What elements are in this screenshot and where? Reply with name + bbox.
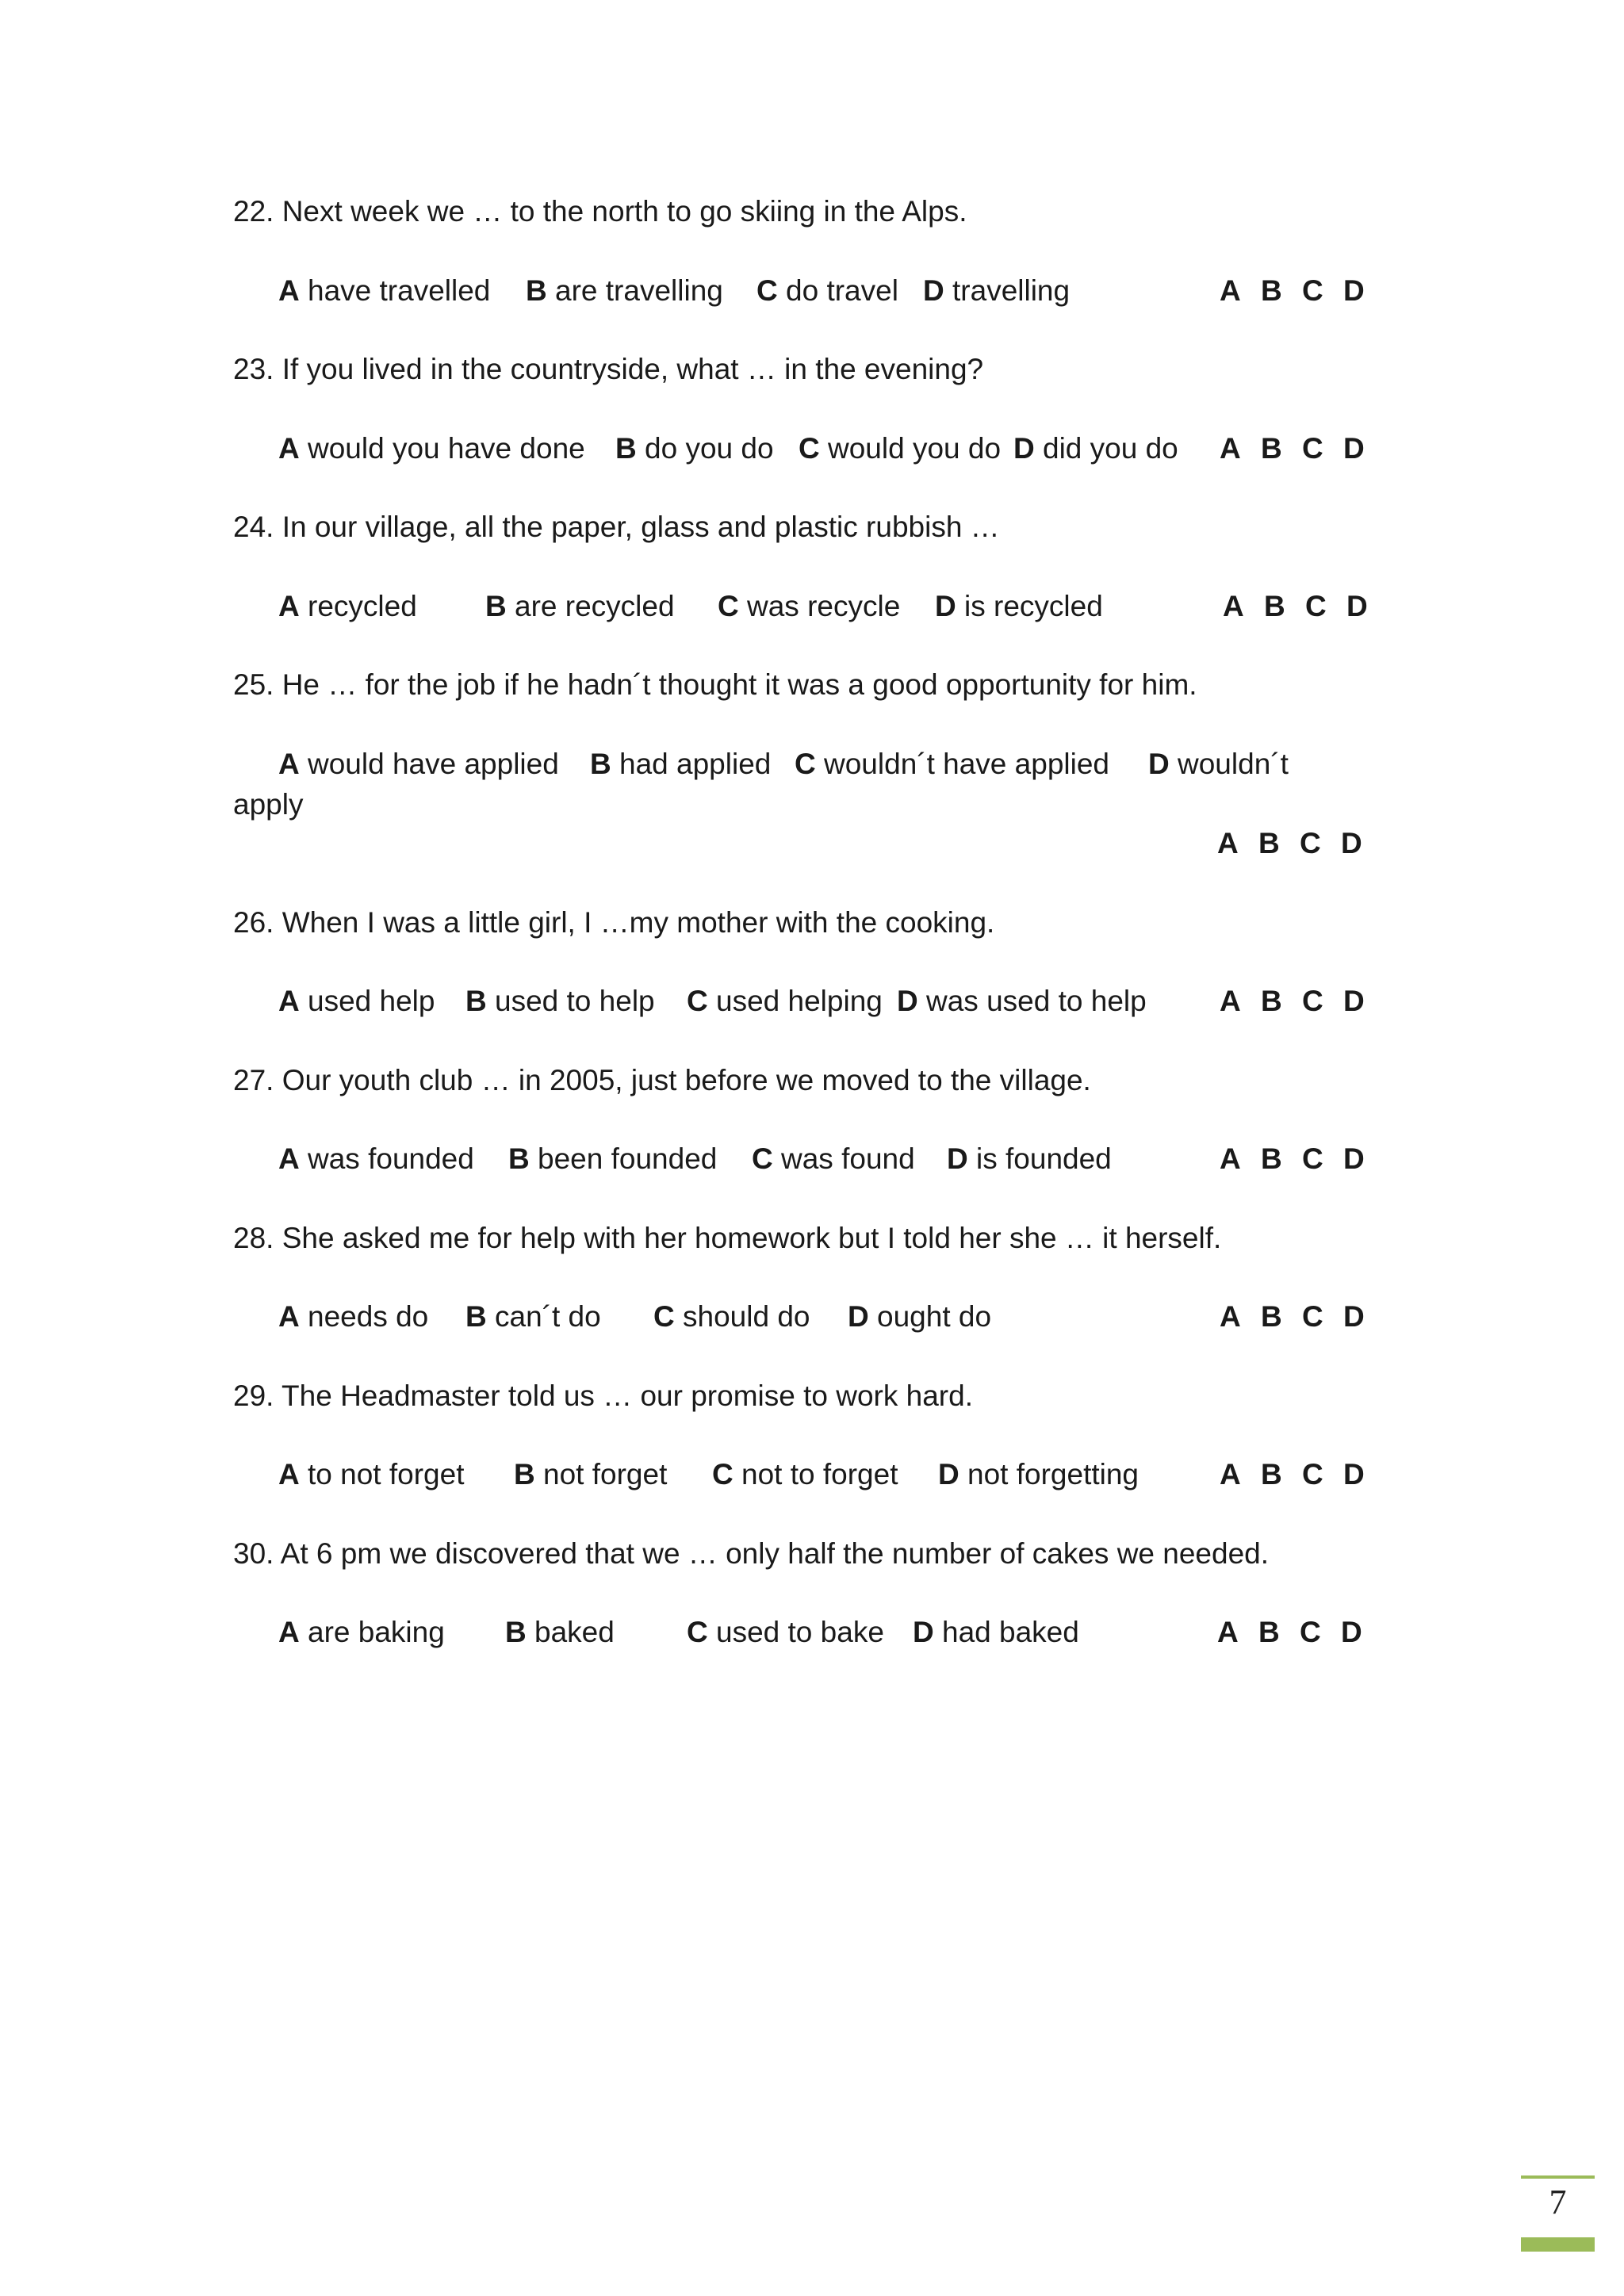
option-text: recycled xyxy=(299,590,417,622)
option-letter: B xyxy=(465,1300,487,1333)
answer-c[interactable]: C xyxy=(1302,985,1323,1017)
option-letter: A xyxy=(278,432,300,465)
option-letter: A xyxy=(278,1458,300,1490)
option-text: are recycled xyxy=(506,590,675,622)
option-letter: B xyxy=(485,590,507,622)
answer-b[interactable]: B xyxy=(1261,1458,1282,1490)
option-letter: B xyxy=(526,274,547,307)
option-letter: D xyxy=(913,1616,934,1648)
answer-c[interactable]: C xyxy=(1302,1142,1323,1175)
option-c[interactable] xyxy=(718,590,900,623)
option-b[interactable] xyxy=(590,748,771,781)
option-letter: D xyxy=(1148,748,1170,780)
option-letter: D xyxy=(947,1142,968,1175)
option-letter: A xyxy=(278,1616,300,1648)
option-letter: B xyxy=(465,985,487,1017)
option-c[interactable] xyxy=(687,985,883,1018)
answer-c[interactable]: C xyxy=(1302,432,1323,465)
option-a[interactable] xyxy=(278,1458,464,1491)
option-letter: D xyxy=(935,590,956,622)
option-text: do travel xyxy=(777,274,898,307)
answer-b[interactable]: B xyxy=(1261,1300,1282,1333)
option-text: would you do xyxy=(819,432,1002,465)
option-b[interactable] xyxy=(514,1458,667,1491)
option-text: did you do xyxy=(1034,432,1178,465)
question-26-answer-choices xyxy=(1220,985,1385,1018)
question-27-prompt: 27. Our youth club … in 2005, just before we moved to the village. xyxy=(233,1064,1091,1096)
option-b[interactable] xyxy=(508,1142,717,1176)
question-25-prompt: 25. He … for the job if he hadn´t thought it was a good opportunity for him. xyxy=(233,668,1197,701)
option-text: not to forget xyxy=(733,1458,898,1490)
option-d[interactable] xyxy=(935,590,1103,623)
option-text: was used to help xyxy=(917,985,1147,1017)
page-number: 7 xyxy=(1549,2183,1567,2221)
option-text: wouldn´t xyxy=(1169,748,1289,780)
answer-d[interactable]: D xyxy=(1343,432,1365,465)
question-30-answer-choices xyxy=(1217,1616,1382,1649)
option-text: been founded xyxy=(529,1142,718,1175)
option-b[interactable] xyxy=(526,274,723,308)
answer-a[interactable]: A xyxy=(1220,274,1241,307)
option-text: would you have done xyxy=(299,432,585,465)
option-text: travelling xyxy=(944,274,1071,307)
option-text: is recycled xyxy=(956,590,1103,622)
option-text: used help xyxy=(299,985,435,1017)
option-text: was recycle xyxy=(738,590,901,622)
option-a[interactable] xyxy=(278,1142,474,1176)
answer-b[interactable]: B xyxy=(1258,827,1280,859)
question-28-answer-choices xyxy=(1220,1300,1385,1334)
option-text: can´t do xyxy=(486,1300,601,1333)
question-25-option-continuation: apply xyxy=(233,788,304,821)
question-30-prompt: 30. At 6 pm we discovered that we … only half the number of cakes we needed. xyxy=(233,1537,1270,1570)
option-d[interactable] xyxy=(947,1142,1112,1176)
answer-c[interactable]: C xyxy=(1302,274,1323,307)
question-26-prompt: 26. When I was a little girl, I …my mother with the cooking. xyxy=(233,906,995,939)
option-d[interactable] xyxy=(923,274,1070,308)
option-text: to not forget xyxy=(299,1458,465,1490)
option-letter: A xyxy=(278,1142,300,1175)
option-d[interactable] xyxy=(938,1458,1139,1491)
option-text: wouldn´t have applied xyxy=(815,748,1109,780)
option-d[interactable] xyxy=(913,1616,1079,1649)
answer-a[interactable]: A xyxy=(1217,1616,1239,1648)
option-c[interactable] xyxy=(712,1458,898,1491)
answer-b[interactable]: B xyxy=(1261,1142,1282,1175)
option-letter: C xyxy=(687,1616,708,1648)
option-text: used to help xyxy=(486,985,655,1017)
answer-c[interactable]: C xyxy=(1300,827,1321,859)
option-letter: C xyxy=(718,590,739,622)
option-letter: C xyxy=(653,1300,675,1333)
option-text: do you do xyxy=(636,432,774,465)
option-c[interactable] xyxy=(799,432,1001,465)
option-letter: A xyxy=(278,274,300,307)
option-a[interactable] xyxy=(278,1616,445,1649)
option-c[interactable] xyxy=(795,748,1109,781)
option-b[interactable] xyxy=(485,590,675,623)
option-text: needs do xyxy=(299,1300,429,1333)
option-letter: D xyxy=(1013,432,1035,465)
question-25-answer-choices xyxy=(1217,827,1382,860)
answer-b[interactable]: B xyxy=(1261,985,1282,1017)
option-text: was found xyxy=(772,1142,915,1175)
answer-d[interactable]: D xyxy=(1346,590,1368,622)
option-letter: C xyxy=(687,985,708,1017)
option-d[interactable] xyxy=(1013,432,1178,465)
option-a[interactable] xyxy=(278,432,585,465)
answer-a[interactable]: A xyxy=(1220,1458,1241,1490)
page-number-top-rule xyxy=(1521,2175,1595,2179)
answer-d[interactable]: D xyxy=(1343,1300,1365,1333)
option-letter: B xyxy=(508,1142,530,1175)
option-letter: B xyxy=(514,1458,535,1490)
option-letter: A xyxy=(278,1300,300,1333)
answer-b[interactable]: B xyxy=(1261,274,1282,307)
answer-a[interactable]: A xyxy=(1220,985,1241,1017)
answer-a[interactable]: A xyxy=(1223,590,1244,622)
answer-a[interactable]: A xyxy=(1220,1142,1241,1175)
option-letter: D xyxy=(923,274,944,307)
answer-b[interactable]: B xyxy=(1264,590,1285,622)
question-23-prompt: 23. If you lived in the countryside, what … in the evening? xyxy=(233,353,984,385)
option-letter: A xyxy=(278,985,300,1017)
option-a[interactable] xyxy=(278,590,417,623)
question-22-prompt: 22. Next week we … to the north to go skiing in the Alps. xyxy=(233,195,967,228)
question-24-answer-choices xyxy=(1223,590,1388,623)
answer-b[interactable]: B xyxy=(1261,432,1282,465)
option-letter: D xyxy=(848,1300,869,1333)
option-text: not forgetting xyxy=(959,1458,1139,1490)
option-text: is founded xyxy=(967,1142,1112,1175)
option-a[interactable] xyxy=(278,1300,428,1334)
answer-d[interactable]: D xyxy=(1343,1458,1365,1490)
option-letter: C xyxy=(756,274,778,307)
answer-d[interactable]: D xyxy=(1341,1616,1362,1648)
option-c[interactable] xyxy=(756,274,898,308)
answer-d[interactable]: D xyxy=(1341,827,1362,859)
answer-a[interactable]: A xyxy=(1220,432,1241,465)
question-29-answer-choices xyxy=(1220,1458,1385,1491)
option-letter: D xyxy=(938,1458,959,1490)
option-a[interactable] xyxy=(278,985,435,1018)
option-text: are baking xyxy=(299,1616,445,1648)
question-23-answer-choices xyxy=(1220,432,1385,465)
option-b[interactable] xyxy=(465,985,655,1018)
option-a[interactable] xyxy=(278,274,490,308)
answer-d[interactable]: D xyxy=(1343,985,1365,1017)
page-number-bottom-bar xyxy=(1521,2237,1595,2252)
answer-d[interactable]: D xyxy=(1343,1142,1365,1175)
option-d[interactable] xyxy=(848,1300,991,1334)
option-letter: B xyxy=(505,1616,527,1648)
answer-d[interactable]: D xyxy=(1343,274,1365,307)
option-letter: C xyxy=(752,1142,773,1175)
option-c[interactable] xyxy=(752,1142,915,1176)
question-27-answer-choices xyxy=(1220,1142,1385,1176)
option-letter: A xyxy=(278,590,300,622)
option-text: had applied xyxy=(611,748,772,780)
option-text: had baked xyxy=(933,1616,1079,1648)
answer-c[interactable]: C xyxy=(1302,1458,1323,1490)
option-text: baked xyxy=(526,1616,615,1648)
answer-a[interactable]: A xyxy=(1217,827,1239,859)
option-c[interactable] xyxy=(687,1616,884,1649)
answer-c[interactable]: C xyxy=(1302,1300,1323,1333)
option-text: would have applied xyxy=(299,748,559,780)
option-letter: C xyxy=(795,748,816,780)
option-text: have travelled xyxy=(299,274,491,307)
answer-c[interactable]: C xyxy=(1305,590,1327,622)
answer-c[interactable]: C xyxy=(1300,1616,1321,1648)
option-d[interactable] xyxy=(897,985,1147,1018)
option-a[interactable] xyxy=(278,748,559,781)
option-letter: D xyxy=(897,985,918,1017)
option-b[interactable] xyxy=(505,1616,615,1649)
question-24-prompt: 24. In our village, all the paper, glass and plastic rubbish … xyxy=(233,511,1000,543)
option-c[interactable] xyxy=(653,1300,810,1334)
option-letter: A xyxy=(278,748,300,780)
option-text: was founded xyxy=(299,1142,474,1175)
answer-a[interactable]: A xyxy=(1220,1300,1241,1333)
option-text: used to bake xyxy=(707,1616,884,1648)
option-letter: C xyxy=(799,432,820,465)
option-b[interactable] xyxy=(615,432,774,465)
option-text: are travelling xyxy=(546,274,723,307)
question-22-answer-choices xyxy=(1220,274,1385,308)
option-d[interactable] xyxy=(1148,748,1289,781)
option-letter: B xyxy=(615,432,637,465)
question-29-prompt: 29. The Headmaster told us … our promise to work hard. xyxy=(233,1380,973,1412)
option-b[interactable] xyxy=(465,1300,601,1334)
option-letter: B xyxy=(590,748,611,780)
option-text: ought do xyxy=(868,1300,992,1333)
option-text: not forget xyxy=(534,1458,668,1490)
option-letter: C xyxy=(712,1458,733,1490)
option-text: should do xyxy=(674,1300,810,1333)
question-28-prompt: 28. She asked me for help with her homework but I told her she … it herself. xyxy=(233,1222,1222,1254)
answer-b[interactable]: B xyxy=(1258,1616,1280,1648)
option-text: used helping xyxy=(707,985,883,1017)
